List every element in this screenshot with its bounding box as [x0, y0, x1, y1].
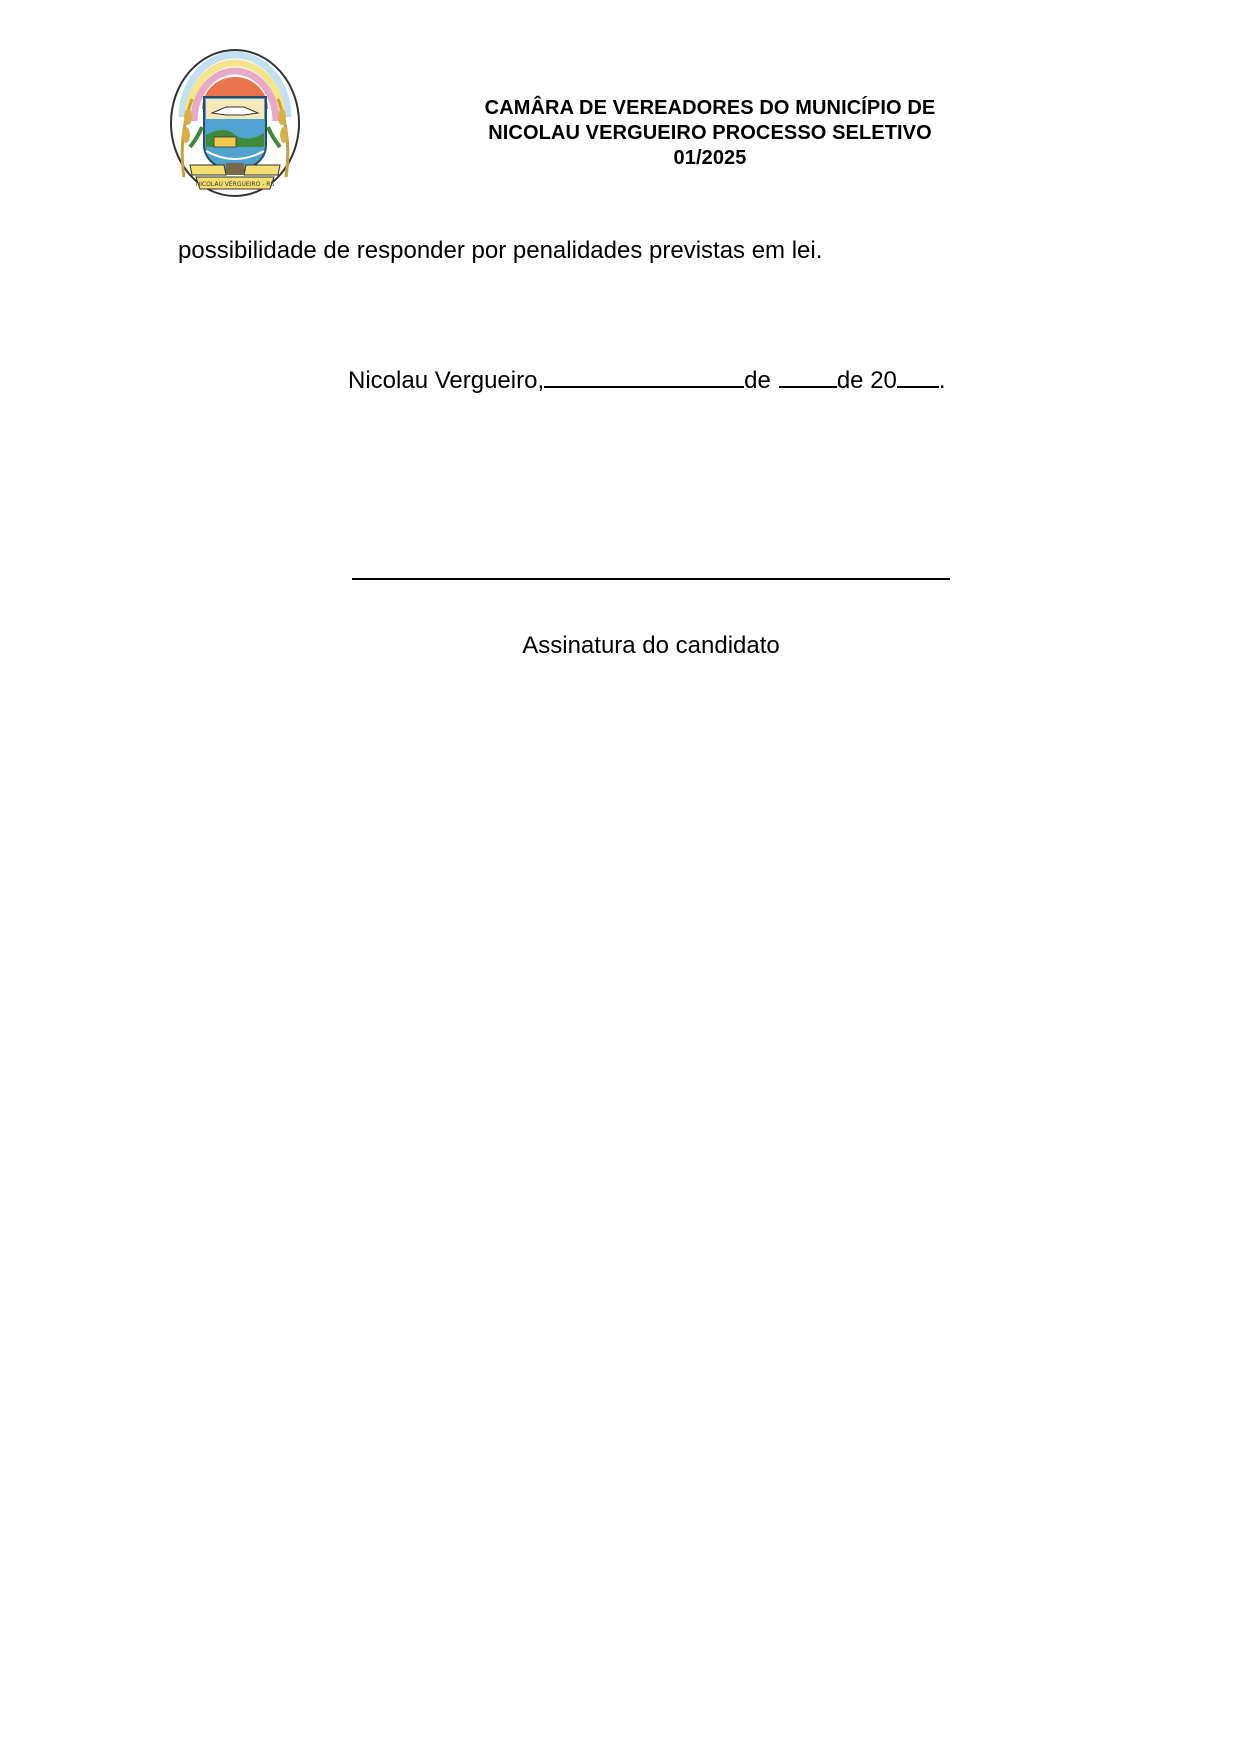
de-label-2: de 20: [836, 367, 897, 394]
signature-label: Assinatura do candidato: [522, 632, 780, 659]
svg-text:NICOLAU VERGUEIRO - RS: NICOLAU VERGUEIRO - RS: [195, 181, 275, 188]
day-blank: [544, 366, 744, 388]
signature-line: [352, 578, 950, 580]
body-continuation-text: possibilidade de responder por penalidades previstas em lei.: [178, 237, 823, 264]
date-line: [348, 366, 946, 395]
document-header: [470, 96, 950, 171]
header-line-3: 01/2025: [673, 147, 747, 169]
header-line-1: CAMÂRA DE VEREADORES DO MUNICÍPIO DE: [484, 97, 936, 119]
month-blank: [779, 366, 837, 388]
city-label: Nicolau Vergueiro,: [348, 367, 545, 394]
year-blank: [897, 366, 939, 388]
coat-of-arms-icon: [168, 47, 302, 199]
period: .: [938, 367, 946, 394]
de-label-1: de: [744, 367, 771, 394]
header-line-2: NICOLAU VERGUEIRO PROCESSO SELETIVO: [488, 122, 932, 144]
